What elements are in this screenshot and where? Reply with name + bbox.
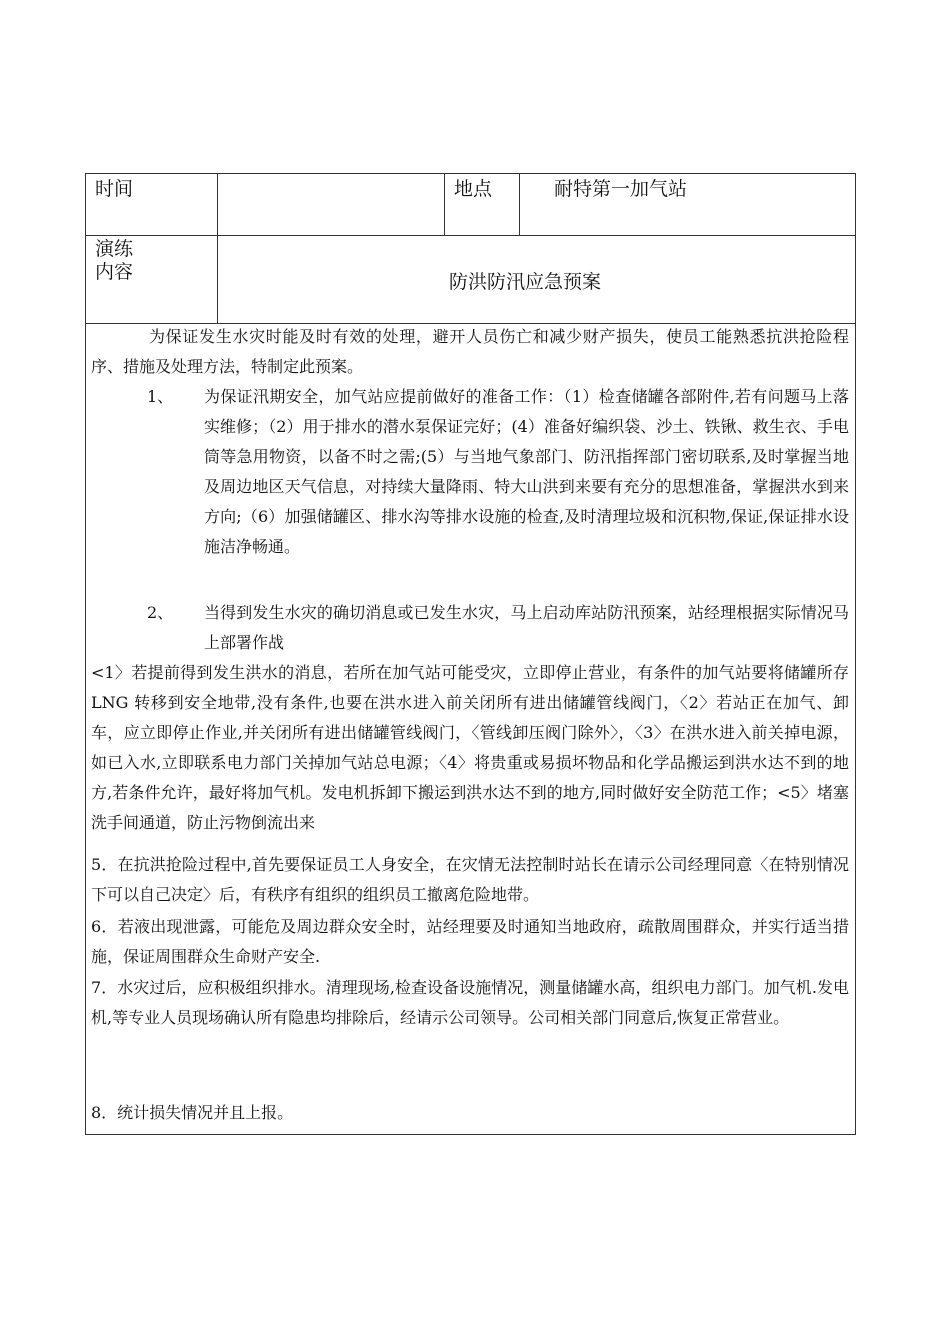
emergency-steps-paragraph: <1〉若提前得到发生洪水的消息，若所在加气站可能受灾，立即停止营业，有条件的加气站要将储罐所存 LNG 转移到安全地带,没有条件,也要在洪水进入前关闭所有进出储罐管线阀门，〈2〉若站正在加气、卸车，应立即停止作业,并关闭所有进出储罐管线阀门，〈管线卸压阀门除外〉，〈3〉在洪水进入前关掉电源，如已入水,立即联系电力部门关掉加气站总电源；〈4〉将贵重或易损坏物品和化学品搬运到洪水达不到的地方,若条件允许，最好将加气机。发电机拆卸下搬运到洪水达不到的地方,同时做好安全防范工作；<5〉堵塞洗手间通道，防止污物倒流出来 (91, 663, 849, 832)
item-7-paragraph: 7．水灾过后，应积极组织排水。清理现场,检查设备设施情况，测量储罐水高，组织电力部门。加气机.发电机,等专业人员现场确认所有隐患均排除后，经请示公司领导。公司相关部门同意后,恢复正常营业。 (91, 978, 849, 1027)
place-value: 耐特第一加气站 (554, 178, 688, 200)
item-2-number: 2、 (147, 603, 174, 622)
item-1-text: 为保证汛期安全，加气站应提前做好的准备工作：（1）检查储罐各部附件,若有问题马上落实维修；（2）用于排水的潜水泵保证完好；(4）准备好编织袋、沙土、铁锹、救生衣、手电筒等急用物资，以备不时之需;(5）与当地气象部门、防汛指挥部门密切联系,及时掌握当地及周边地区天气信息，对持续大量降雨、特大山洪到来要有充分的思想准备，掌握洪水到来方向;（6）加强储罐区、排水沟等排水设施的检查,及时清理垃圾和沉积物,保证,保证排水设施洁净畅通。 (204, 387, 849, 556)
item-1-number: 1、 (147, 387, 174, 406)
col-divider-2 (444, 174, 445, 235)
item-5-paragraph: 5．在抗洪抢险过程中,首先要保证员工人身安全，在灾情无法控制时站长在请示公司经理同意〈在特别情况下可以自己决定〉后，有秩序有组织的组织员工撤离危险地带。 (91, 855, 849, 904)
intro-paragraph: 为保证发生水灾时能及时有效的处理，避开人员伤亡和减少财产损失，使员工能熟悉抗洪抢险程序、措施及处理方法，特制定此预案。 (91, 327, 849, 376)
place-label: 地点 (454, 178, 493, 200)
col-divider-1 (217, 174, 218, 323)
item-8-paragraph: 8．统计损失情况并且上报。 (91, 1103, 294, 1122)
row-divider-1 (86, 235, 855, 236)
content-label-line1: 演练 (95, 238, 134, 260)
col-divider-3 (519, 174, 520, 235)
time-label: 时间 (95, 178, 134, 200)
item-2-text: 当得到发生水灾的确切消息或已发生水灾，马上启动库站防汛预案，站经理根据实际情况马上部署作战 (204, 603, 849, 652)
drill-record-form (85, 173, 856, 1135)
drill-content-title: 防洪防汛应急预案 (449, 271, 602, 293)
item-6-paragraph: 6．若液出现泄露，可能危及周边群众安全时，站经理要及时通知当地政府，疏散周围群众，并实行适当措施，保证周围群众生命财产安全. (91, 917, 849, 966)
content-label-line2: 内容 (95, 261, 134, 283)
